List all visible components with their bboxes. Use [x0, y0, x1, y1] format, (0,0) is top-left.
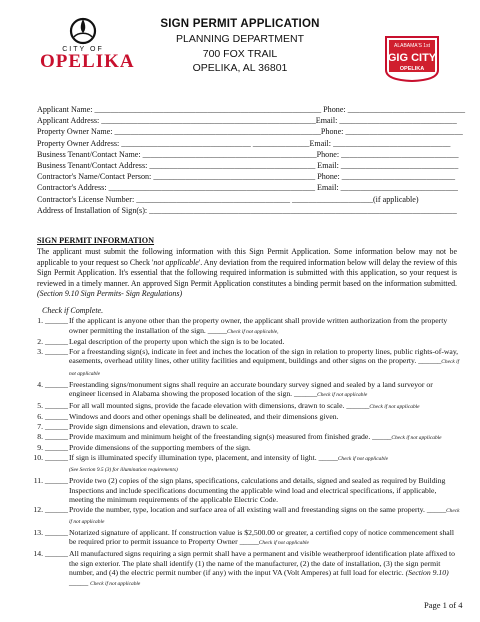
- opelika-logo-text: OPELIKA: [40, 51, 135, 72]
- item-section-ref: (Section 9.10): [405, 568, 449, 578]
- checklist-item: [30, 422, 460, 432]
- property-owner-name-line[interactable]: Property Owner Name: ___________________________________________________Phone: _____________________________: [37, 127, 463, 137]
- item-checkbox[interactable]: 11. ______: [33, 475, 68, 485]
- page-number: Page 1 of 4: [424, 600, 463, 610]
- item-text: If the applicant is anyone other than the property owner, the applicant shall provide written authorization from the property owner permitting the installation of the sign. _____: [69, 316, 448, 335]
- document-title: SIGN PERMIT APPLICATION: [160, 18, 320, 30]
- installation-address-line[interactable]: Address of Installation of Sign(s): ____________________________________________________________________________: [37, 205, 457, 215]
- item-subnote: (See Section 9.5 (3) for illumination requirements): [69, 467, 178, 474]
- property-owner-address-line[interactable]: Property Owner Address: ________________________________ ______________Email: _____________________________: [37, 138, 451, 148]
- checklist-item: [30, 453, 460, 476]
- intro-text-start: The applicant must submit the following information with this Sign Permit Application. Some information below may not be applicable to your request so Check ': [37, 247, 457, 267]
- intro-text-middle: '. Any deviation from the required information below will delay the review of this Sign Permit Application. It's essential that the following required information is submitted with this application, so your request is reviewed in a timely manner. An approved Sign Permit Application constitutes a binding permit based on the information submitted.: [37, 257, 457, 288]
- item-text: If sign is illuminated specify illumination type, placement, and intensity of light. _____: [69, 452, 338, 462]
- item-checkbox[interactable]: 1. ______: [37, 316, 68, 325]
- business-tenant-address-line[interactable]: Business Tenant/Contact Address: _________________________________________ Email: _____________________________: [37, 161, 459, 171]
- item-note: Check if not applicable: [391, 434, 442, 441]
- item-note: Check if not applicable: [69, 359, 460, 377]
- badge-top-text: ALABAMA'S 1st: [394, 43, 430, 49]
- item-checkbox[interactable]: 6. ______: [37, 412, 68, 422]
- street-address: 700 FOX TRAIL: [202, 47, 278, 60]
- intro-paragraph: [37, 247, 457, 300]
- business-tenant-name-line[interactable]: Business Tenant/Contact Name: ___________________________________________Phone: _____________________________: [37, 149, 459, 159]
- contractor-license-line[interactable]: Contractor's License Number: ______________________________________ ____________________(if applicable): [37, 194, 419, 204]
- checklist-item: [30, 528, 460, 549]
- intro-italic: not applicable: [153, 257, 199, 267]
- item-text: Legal description of the property upon which the sign is to be located.: [69, 337, 285, 347]
- checklist-item: [30, 549, 460, 589]
- city-logo-icon: [68, 16, 98, 46]
- checklist-item: [30, 412, 460, 422]
- item-note: Check if not applicable: [337, 455, 388, 462]
- item-note: Check if not applicable: [317, 392, 368, 399]
- item-note: Check if not applicable: [90, 580, 141, 587]
- department-name: PLANNING DEPARTMENT: [176, 33, 304, 45]
- item-text: Provide two (2) copies of the sign plans, specifications, calculations and details, signed and sealed as required by Building Inspections and include specifications documenting the applicable wind load and electrical specifications, if applicable, meeting the minimum requirements of the applicable Electric Code.: [69, 475, 446, 505]
- item-checkbox[interactable]: 10. ______: [33, 452, 68, 462]
- checklist-item: [30, 476, 460, 505]
- checklist-item: [30, 380, 460, 401]
- item-checkbox[interactable]: 7. ______: [37, 421, 68, 431]
- item-checkbox[interactable]: 3. ______: [37, 346, 68, 356]
- item-checkbox[interactable]: 12. ______: [33, 504, 68, 514]
- item-note: Check if not applicable: [69, 507, 460, 526]
- city-of-label: CITY OF: [62, 46, 104, 53]
- applicant-address-line[interactable]: Applicant Address: _____________________________________________________Email: _____________________________: [37, 116, 457, 126]
- item-text: Provide dimensions of the supporting members of the sign.: [69, 443, 251, 453]
- checklist-item: [30, 337, 460, 347]
- item-checkbox[interactable]: 14. ______: [33, 549, 68, 559]
- item-text: Notarized signature of applicant. If construction value is $2,500.00 or greater, a certified copy of notice commencement shall be required prior to permit issuance to Property Owner _____: [69, 527, 454, 547]
- city-state-zip: OPELIKA, AL 36801: [192, 62, 288, 74]
- item-text: All manufactured signs requiring a sign permit shall have a permanent and visible weatherproof identification plate affixed to the sign exterior. The plate shall identify (1) the name of the manufacturer, (2) the date of installation, (3) the sign permit number, and (4) the electric permit number (if any) with the input VA (Volt Amperes) at full load for electric.: [69, 549, 456, 578]
- item-blank: _____: [69, 577, 91, 587]
- item-checkbox[interactable]: 4. ______: [37, 379, 68, 389]
- item-note: Check if not applicable: [258, 540, 309, 547]
- item-checkbox[interactable]: 5. ______: [37, 400, 68, 410]
- applicant-name-line[interactable]: Applicant Name: ________________________________________________________ Phone: _____________________________: [37, 105, 466, 114]
- item-checkbox[interactable]: 9. ______: [37, 443, 68, 453]
- applicant-form: [37, 104, 467, 216]
- contractor-address-line[interactable]: Contractor's Address: ___________________________________________________ Email: _____________________________: [37, 183, 458, 193]
- item-text: For a freestanding sign(s), indicate in feet and inches the location of the sign in relation to property lines, public rights-of-way, easements, overhead utility lines, other utility facilities and equipment, buildings and other signs on the property. ______: [69, 346, 459, 366]
- checklist-item: [30, 432, 460, 444]
- contractor-name-line[interactable]: Contractor's Name/Contact Person: ________________________________________ Phone: ____________________________: [37, 172, 456, 182]
- checklist-item: [30, 347, 460, 380]
- item-text: Provide sign dimensions and elevation, drawn to scale.: [69, 421, 238, 431]
- badge-bottom-text: OPELIKA: [399, 66, 425, 72]
- badge-middle-text: GIG CITY: [387, 52, 437, 64]
- item-text: Provide the number, type, location and surface area of all existing wall and freestanding signs on the same property. _____: [69, 504, 447, 514]
- checklist: [30, 316, 460, 589]
- check-if-complete-label: Check if Complete.: [42, 306, 104, 315]
- item-text: For all wall mounted signs, provide the facade elevation with dimensions, drawn to scale. ______: [69, 400, 370, 410]
- item-checkbox[interactable]: 8. ______: [37, 431, 68, 441]
- checklist-item: [30, 401, 460, 413]
- gig-city-badge: [383, 34, 441, 82]
- item-text: Windows and doors and other openings shall be delineated, and their dimensions given.: [69, 412, 339, 422]
- checklist-item: [30, 316, 460, 337]
- section-title: SIGN PERMIT INFORMATION: [37, 236, 155, 245]
- intro-section-ref: (Section 9.10 Sign Permits- Sign Regulations): [37, 289, 183, 299]
- item-checkbox[interactable]: 13. ______: [33, 527, 68, 537]
- item-checkbox[interactable]: 2. ______: [37, 337, 68, 347]
- item-note: Check if not applicable,: [227, 328, 279, 335]
- item-note: Check if not applicable: [369, 403, 420, 410]
- city-logo: [40, 16, 135, 72]
- item-text: Provide maximum and minimum height of the freestanding sign(s) measured from finished grade. _____: [69, 431, 392, 441]
- document-header: [150, 17, 330, 76]
- item-text: Freestanding signs/monument signs shall require an accurate boundary survey signed and sealed by a land surveyor or engineer licensed in Alabama showing the proposed location of the sign. ______: [69, 379, 433, 399]
- checklist-item: [30, 443, 460, 453]
- checklist-item: [30, 505, 460, 528]
